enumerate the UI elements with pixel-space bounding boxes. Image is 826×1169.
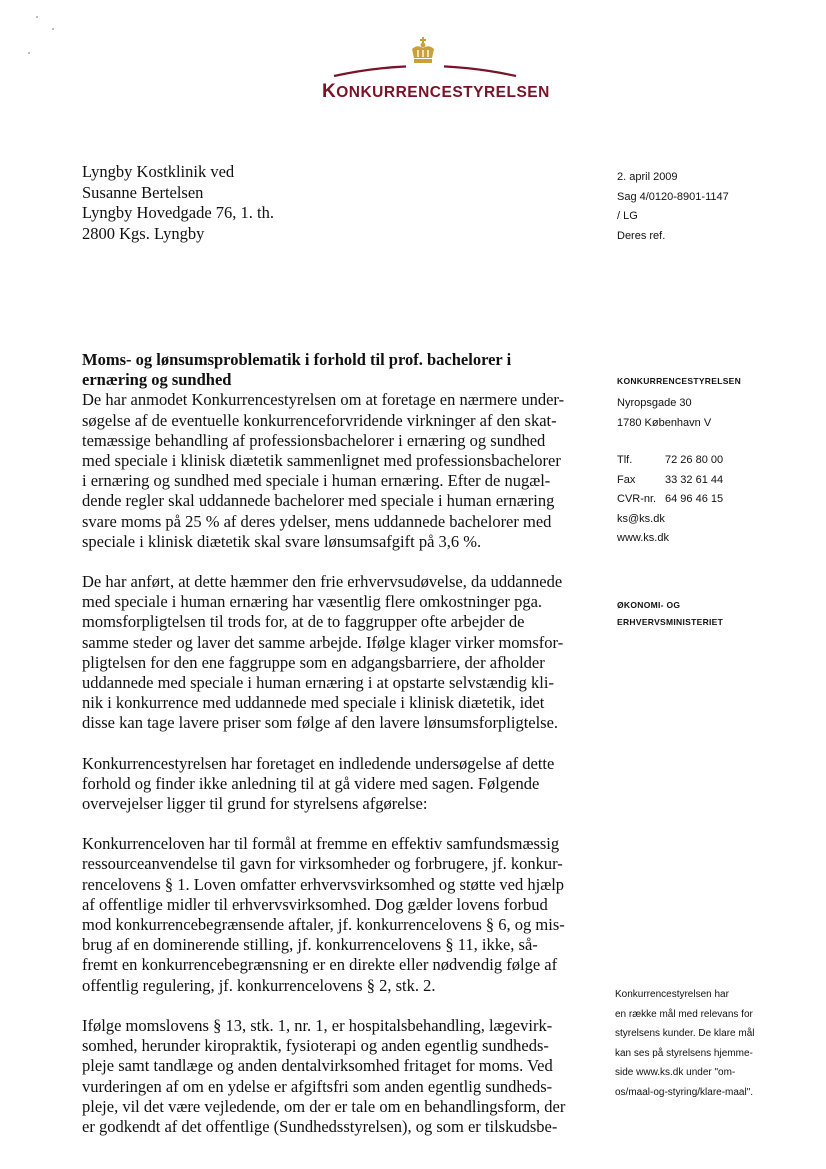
contact-fax	[617, 471, 723, 491]
paragraph-line: fremt en konkurrencebegrænsning er en direkte eller nødvendig følge af	[82, 955, 558, 975]
logo-org-name: KONKURRENCESTYRELSEN	[322, 81, 550, 102]
paragraph-line: ressourceanvendelse til gavn for virksomheder og forbrugere, jf. konkur-	[82, 854, 563, 874]
paragraph	[82, 390, 597, 552]
scan-speck	[36, 16, 38, 18]
crown-icon	[408, 36, 438, 66]
letter-date: 2. april 2009	[617, 171, 678, 183]
paragraph-line: temæssige behandling af professionsbachelorer i ernæring og sundhed	[82, 430, 546, 450]
paragraph-line: i ernæring og sundhed med speciale i human ernæring. Efter de nugæl-	[82, 471, 551, 491]
address-line: Nyropsgade 30	[617, 397, 692, 409]
recipient-line: 2800 Kgs. Lyngby	[82, 223, 205, 243]
contact-value: 33 32 61 44	[665, 473, 724, 486]
sidebar-org-name: KONKURRENCESTYRELSEN	[617, 376, 742, 386]
paragraph-line: svare moms på 25 % af deres ydelser, mens uddannede bachelorer med	[82, 511, 552, 531]
letter-body	[82, 350, 597, 1157]
contact-cvr	[617, 490, 723, 510]
contact-label: Fax	[617, 473, 636, 486]
note-line: os/maal-og-styring/klare-maal".	[615, 1086, 754, 1098]
note-line: Konkurrencestyrelsen har	[615, 989, 729, 1000]
paragraph-line: med speciale i klinisk diætetik sammenlignet med professionsbachelorer	[82, 451, 561, 471]
paragraph	[82, 572, 597, 734]
paragraph-line: dende regler skal uddannede bachelorer med speciale i human ernæring	[82, 491, 555, 511]
contact-label: CVR-nr.	[617, 493, 657, 505]
scan-speck	[28, 52, 30, 54]
address-line: 1780 København V	[617, 416, 712, 429]
paragraph-line: De har anmodet Konkurrencestyrelsen om at foretage en nærmere under-	[82, 390, 565, 410]
sender-initials: / LG	[617, 210, 638, 222]
paragraph	[82, 754, 597, 815]
paragraph-line: momsforpligtelsen til trods for, at de to faggrupper ofte arbejder de	[82, 612, 525, 632]
paragraph-line: rencelovens § 1. Loven omfatter erhvervsvirksomhed og støtte ved hjælp	[82, 874, 565, 894]
paragraph-line: Ifølge momslovens § 13, stk. 1, nr. 1, er hospitalsbehandling, lægevirk-	[82, 1015, 553, 1035]
recipient-address	[82, 162, 274, 244]
paragraph-line: med speciale i human ernæring har væsentlig flere omkostninger pga.	[82, 592, 543, 612]
paragraph-line: samme steder og laver det samme arbejde. Ifølge klager virker momsfor-	[82, 632, 564, 652]
contact-value: 64 96 46 15	[665, 493, 724, 505]
subject-line: Moms- og lønsumsproblematik i forhold til prof. bachelorer i	[82, 350, 512, 369]
contact-website[interactable]: www.ks.dk	[617, 532, 669, 544]
aside-note	[615, 985, 795, 1102]
note-line: en række mål med relevans for	[615, 1008, 753, 1020]
subject-line: ernæring og sundhed	[82, 370, 232, 390]
paragraph-line: søgelse af de eventuelle konkurrenceforvridende virkninger af den skat-	[82, 410, 557, 430]
paragraph-line: mod konkurrencebegrænsende aftaler, jf. konkurrencelovens § 6, og mis-	[82, 915, 565, 935]
paragraph-line: af offentlige midler til erhvervsvirksomhed. Dog gælder lovens forbud	[82, 894, 548, 914]
paragraph	[82, 1016, 597, 1137]
ministry-line: ERHVERVSMINISTERIET	[617, 616, 724, 627]
contact-value: 72 26 80 00	[665, 454, 724, 466]
paragraph-line: somhed, herunder kiropraktik, fysioterapi og anden egentlig sundheds-	[82, 1036, 549, 1056]
paragraph-line: overvejelser ligger til grund for styrelsens afgørelse:	[82, 794, 428, 814]
paragraph-line: nik i konkurrence med uddannede med speciale i klinisk diætetik, idet	[82, 693, 545, 713]
paragraph-line: uddannede med speciale i human ernæring i at opstarte selvstændig kli-	[82, 673, 554, 693]
paragraph-line: vurderingen af om en ydelse er afgiftsfri som anden egentlig sundheds-	[82, 1076, 553, 1096]
paragraph-line: disse kan tage lavere priser som følge af den lavere lønsumsforpligtelse.	[82, 713, 559, 733]
recipient-line: Lyngby Hovedgade 76, 1. th.	[82, 203, 275, 222]
paragraph-line: pligtelsen for den ene faggruppe som en adgangsbarriere, der afholder	[82, 652, 545, 672]
paragraph-line: brug af en dominerende stilling, jf. konkurrencelovens § 11, ikke, så-	[82, 935, 538, 955]
note-line: kan ses på styrelsens hjemme-	[615, 1047, 753, 1059]
paragraph-line: Konkurrencestyrelsen har foretaget en indledende undersøgelse af dette	[82, 753, 555, 773]
case-number: Sag 4/0120-8901-1147	[617, 190, 729, 203]
contact-email[interactable]: ks@ks.dk	[617, 512, 665, 525]
letter-subject	[82, 350, 597, 390]
contact-info	[617, 451, 723, 549]
your-reference: Deres ref.	[617, 229, 666, 242]
sidebar-address	[617, 394, 711, 433]
paragraph-line: forhold og finder ikke anledning til at gå videre med sagen. Følgende	[82, 773, 540, 793]
paragraph-line: er godkendt af det offentlige (Sundhedsstyrelsen), og som er tilskudsbe-	[82, 1116, 558, 1136]
paragraph-line: pleje samt tandlæge og anden dentalvirksomhed fritaget for moms. Ved	[82, 1056, 553, 1076]
ministry-name	[617, 597, 723, 630]
paragraph-line: speciale i klinisk diætetik skal svare lønsumsafgift på 3,6 %.	[82, 531, 482, 551]
paragraph-line: Konkurrenceloven har til formål at fremme en effektiv samfundsmæssig	[82, 834, 560, 854]
contact-phone	[617, 451, 723, 471]
ministry-line: ØKONOMI- OG	[617, 600, 681, 610]
note-line: styrelsens kunder. De klare mål	[615, 1028, 755, 1039]
paragraph-line: De har anført, at dette hæmmer den frie erhvervsudøvelse, da uddannede	[82, 572, 563, 592]
logo	[320, 36, 550, 102]
note-line: side www.ks.dk under "om-	[615, 1067, 736, 1078]
contact-label: Tlf.	[617, 454, 633, 466]
paragraph-line: offentlig regulering, jf. konkurrencelovens § 2, stk. 2.	[82, 975, 436, 995]
letter-meta	[617, 168, 729, 246]
recipient-line: Lyngby Kostklinik ved	[82, 162, 235, 181]
recipient-line: Susanne Bertelsen	[82, 182, 204, 202]
scan-speck	[52, 28, 54, 30]
paragraph	[82, 834, 597, 996]
paragraph-line: pleje, vil det være vejledende, om der er tale om en behandlingsform, der	[82, 1096, 566, 1116]
